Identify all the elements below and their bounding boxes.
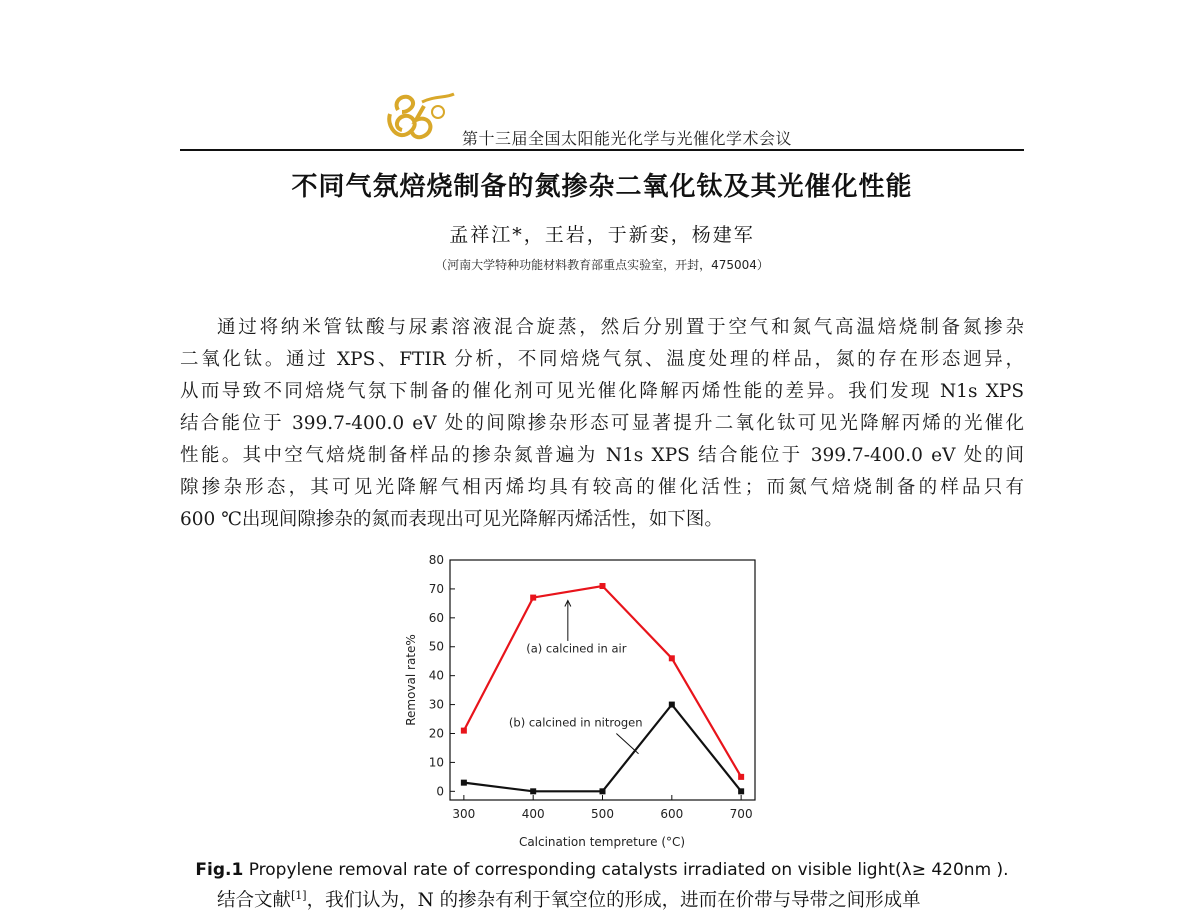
figure-caption-text: Propylene removal rate of corresponding catalysts irradiated on visible light(λ≥ 420nm ).: [243, 860, 1009, 880]
abstract-line: 600 ℃出现间隙掺杂的氮而表现出可见光降解丙烯活性，如下图。: [180, 509, 723, 530]
y-tick-label: 70: [428, 581, 444, 596]
data-point: [530, 788, 536, 794]
logo-85-mark: [389, 94, 454, 137]
abstract-line: 结合能位于 399.7-400.0 eV 处的间隙掺杂形态可显著提升二氧化钛可见光降解丙烯的光催化: [180, 413, 1024, 434]
data-point: [461, 780, 467, 786]
paper-title: 不同气氛焙烧制备的氮掺杂二氧化钛及其光催化性能: [291, 172, 913, 202]
data-point: [461, 728, 467, 734]
data-point: [669, 655, 675, 661]
figure-label: Fig.1: [195, 860, 244, 880]
annotations-layer: [509, 600, 643, 753]
annotation-air: (a) calcined in air: [526, 641, 627, 656]
x-tick-label: 300: [452, 807, 476, 821]
x-tick-label: 700: [729, 807, 753, 821]
abstract-line: 通过将纳米管钛酸与尿素溶液混合旋蒸，然后分别置于空气和氮气高温焙烧制备氮掺杂: [217, 317, 1024, 338]
data-point: [600, 583, 606, 589]
plot-frame: [450, 560, 755, 800]
data-point: [738, 788, 744, 794]
figure-caption: [180, 860, 1024, 880]
header-divider: [180, 149, 1024, 151]
y-tick-label: 20: [428, 726, 444, 741]
abstract-line: 性能。其中空气焙烧制备样品的掺杂氮普遍为 N1s XPS 结合能位于 399.7-400.0 eV 处的间: [180, 445, 1024, 466]
y-tick-label: 40: [428, 668, 444, 683]
data-point: [669, 702, 675, 708]
conference-name: 第十三届全国太阳能光化学与光催化学术会议: [462, 129, 793, 148]
y-axis: [429, 553, 455, 798]
abstract-line: 隙掺杂形态，其可见光降解气相丙烯均具有较高的催化活性；而氮气焙烧制备的样品只有: [180, 477, 1024, 498]
y-tick-label: 50: [428, 639, 444, 654]
y-tick-label: 30: [428, 697, 444, 712]
abstract-line: 从而导致不同焙烧气氛下制备的催化剂可见光催化降解丙烯性能的差异。我们发现 N1s XPS: [180, 381, 1024, 402]
y-tick-label: 60: [428, 610, 444, 625]
series-line-air: [464, 586, 741, 777]
abstract-line: 二氧化钛。通过 XPS、FTIR 分析，不同焙烧气氛、温度处理的样品，氮的存在形态迥异，: [180, 349, 1024, 370]
data-point: [738, 774, 744, 780]
x-axis-label: Calcination tempreture (°C): [518, 835, 686, 849]
y-tick-label: 0: [436, 784, 444, 799]
body-text-start: 结合文献: [217, 890, 292, 911]
removal-rate-chart: [395, 550, 795, 860]
x-tick-label: 600: [660, 807, 684, 821]
y-tick-label: 80: [428, 553, 444, 567]
body-text-rest: ，我们认为，N 的掺杂有利于氧空位的形成，进而在价带与导带之间形成单: [306, 890, 921, 911]
annotation-arrow-nitrogen: [616, 733, 638, 753]
paper-affiliation: （河南大学特种功能材料教育部重点实验室，开封，475004）: [435, 258, 769, 272]
data-point: [530, 595, 536, 601]
series-layer: [461, 583, 744, 794]
body-paragraph: [180, 886, 1024, 916]
paper-authors: 孟祥江*，王岩，于新娈，杨建军: [449, 224, 755, 246]
x-tick-label: 400: [521, 807, 545, 821]
citation-ref[interactable]: [1]: [291, 888, 307, 902]
x-axis: [452, 795, 752, 821]
conference-logo: [380, 86, 460, 144]
annotation-nitrogen: (b) calcined in nitrogen: [508, 715, 643, 730]
y-tick-label: 10: [428, 755, 444, 770]
abstract: [180, 312, 1024, 536]
data-point: [600, 788, 606, 794]
y-axis-label: Removal rate%: [404, 634, 418, 726]
x-tick-label: 500: [591, 807, 614, 821]
